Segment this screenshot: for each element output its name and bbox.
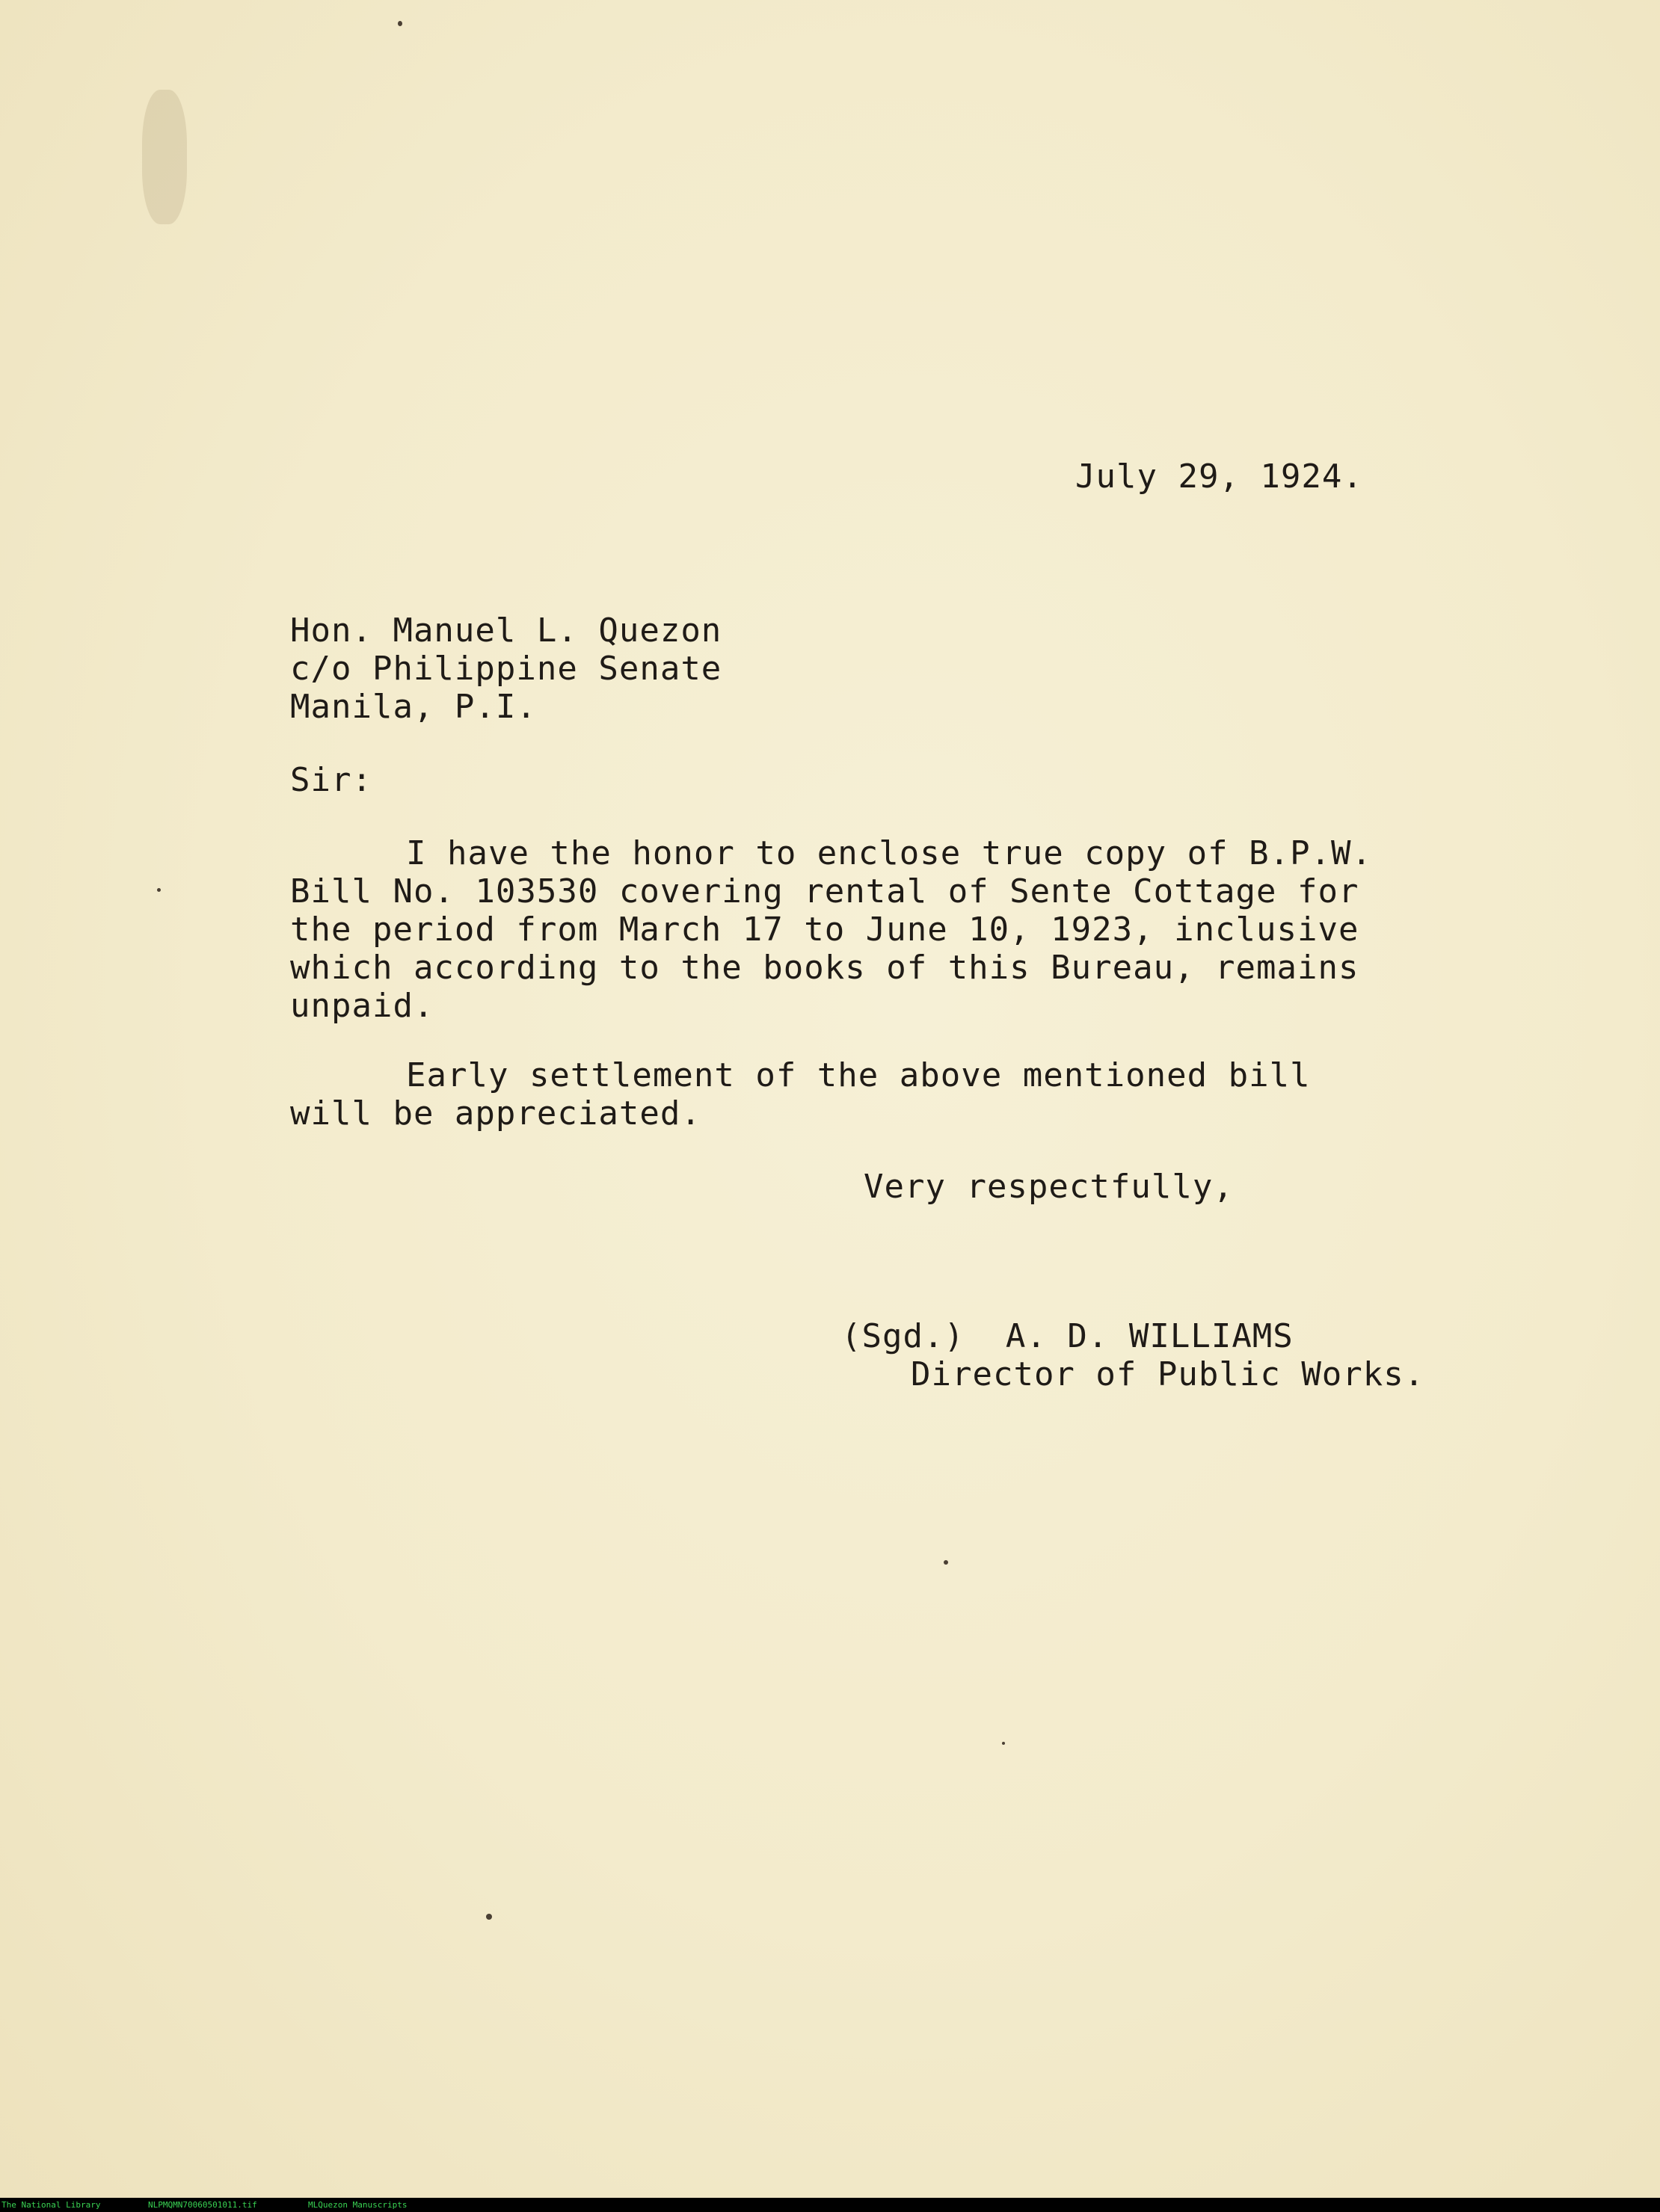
paper-crease [142,90,187,224]
closing: Very respectfully, [864,1168,1234,1206]
letter-date: July 29, 1924. [1075,458,1363,496]
paper-speck [157,888,161,892]
paper-speck [486,1914,492,1920]
paragraph-line: Early settlement of the above mentioned bill [406,1056,1311,1094]
recipient-name: Hon. Manuel L. Quezon [290,611,722,650]
paper-speck [944,1560,948,1565]
recipient-city: Manila, P.I. [290,688,537,726]
signature-name: (Sgd.) A. D. WILLIAMS [841,1317,1294,1355]
paragraph-line: the period from March 17 to June 10, 1923, inclusive [290,911,1359,949]
paragraph-line: unpaid. [290,987,434,1025]
footer-institution: The National Library [1,2200,101,2210]
footer-collection: MLQuezon Manuscripts [308,2200,408,2210]
scan-footer [0,2198,1660,2212]
paper-speck [1002,1742,1005,1745]
paragraph-line: will be appreciated. [290,1094,701,1133]
paragraph-line: Bill No. 103530 covering rental of Sente Cottage for [290,872,1359,911]
recipient-organization: c/o Philippine Senate [290,650,722,688]
signature-title: Director of Public Works. [911,1355,1425,1393]
paper-speck [398,21,402,26]
paragraph-line: I have the honor to enclose true copy of B.P.W. [406,834,1373,872]
salutation: Sir: [290,761,372,799]
paragraph-line: which according to the books of this Bureau, remains [290,949,1359,987]
footer-filename: NLPMQMN70060501011.tif [148,2200,257,2210]
